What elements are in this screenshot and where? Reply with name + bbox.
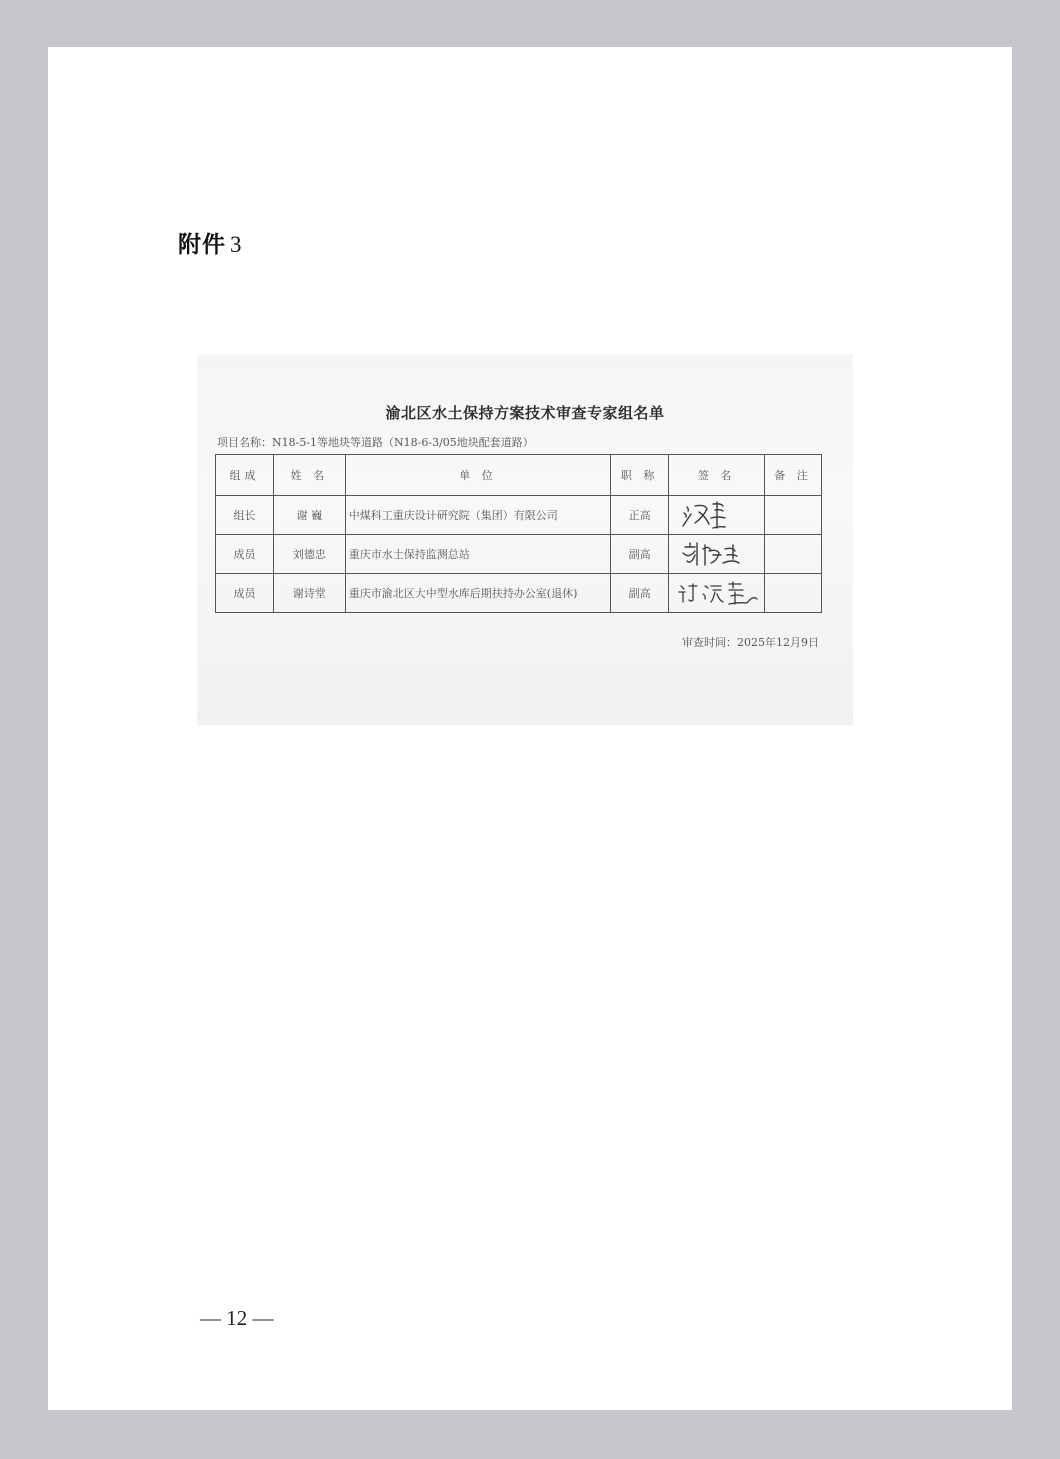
cell-title: 正高 <box>611 496 669 535</box>
roster-title: 渝北区水土保持方案技术审查专家组名单 <box>385 404 665 422</box>
cell-signature <box>669 496 765 535</box>
project-name-line <box>217 434 534 450</box>
cell-unit: 重庆市渝北区大中型水库后期扶持办公室(退休) <box>345 574 610 613</box>
header-signature: 签 名 <box>669 455 765 496</box>
cell-remark <box>765 535 822 574</box>
cell-name: 刘德忠 <box>273 535 345 574</box>
cell-role: 成员 <box>216 535 274 574</box>
header-remark: 备 注 <box>765 455 822 496</box>
cell-unit: 重庆市水土保持监测总站 <box>345 535 610 574</box>
cell-signature <box>669 574 765 613</box>
header-name: 姓 名 <box>273 455 345 496</box>
cell-name: 谢 巍 <box>273 496 345 535</box>
cell-role: 组长 <box>216 496 274 535</box>
table-row <box>216 535 822 574</box>
handwritten-signature <box>675 576 759 610</box>
review-date: 审查时间：2025年12月9日 <box>682 636 819 649</box>
cell-unit: 中煤科工重庆设计研究院（集团）有限公司 <box>345 496 610 535</box>
cell-remark <box>765 574 822 613</box>
attachment-text: 附件 <box>178 232 226 258</box>
header-role: 组成 <box>216 455 274 496</box>
attachment-number: 3 <box>230 232 243 257</box>
project-name-label: 项目名称： <box>217 436 272 449</box>
cell-title: 副高 <box>611 535 669 574</box>
cell-remark <box>765 496 822 535</box>
cell-signature <box>669 535 765 574</box>
cell-title: 副高 <box>611 574 669 613</box>
attachment-label <box>178 226 243 259</box>
table-row <box>216 574 822 613</box>
handwritten-signature <box>677 537 757 571</box>
cell-role: 成员 <box>216 574 274 613</box>
header-title: 职 称 <box>611 455 669 496</box>
project-name-value: N18-5-1等地块等道路（N18-6-3/05地块配套道路） <box>272 436 534 449</box>
table-header-row <box>216 455 822 496</box>
table-row <box>216 496 822 535</box>
expert-roster-table <box>215 454 822 613</box>
header-unit: 单 位 <box>345 455 610 496</box>
scanned-roster-image <box>197 355 853 725</box>
handwritten-signature <box>677 498 757 532</box>
cell-name: 谢诗堂 <box>273 574 345 613</box>
page-number: — 12 — <box>200 1306 274 1330</box>
